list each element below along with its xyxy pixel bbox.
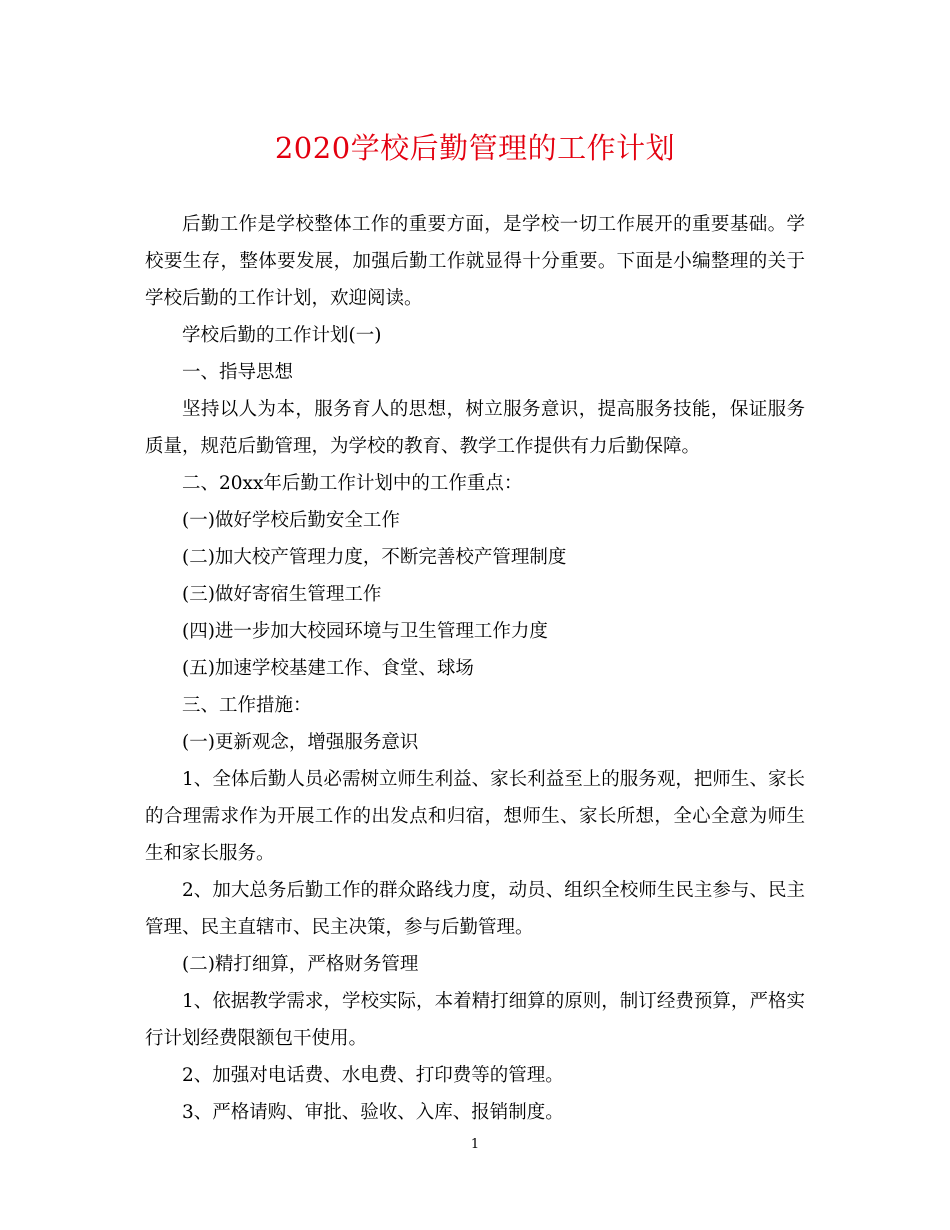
list-item-focus-2: (二)加大校产管理力度，不断完善校产管理制度	[182, 547, 567, 568]
document-title: 2020学校后勤管理的工作计划	[274, 131, 676, 165]
list-item-focus-5: (五)加速学校基建工作、食堂、球场	[182, 658, 474, 679]
document-body	[145, 206, 805, 1131]
subsection-heading-service: (一)更新观念，增强服务意识	[182, 732, 419, 753]
paragraph-finance-1: 1、依据教学需求，学校实际，本着精打细算的原则，制订经费预算，严格实行计划经费限额包干使用。	[145, 991, 805, 1049]
paragraph-plan-heading: 学校后勤的工作计划(一)	[182, 325, 382, 346]
list-item-focus-1: (一)做好学校后勤安全工作	[182, 510, 400, 531]
list-item-focus-4: (四)进一步加大校园环境与卫生管理工作力度	[182, 621, 548, 642]
paragraph-service-2: 2、加大总务后勤工作的群众路线力度，动员、组织全校师生民主参与、民主管理、民主直辖市、民主决策，参与后勤管理。	[145, 880, 805, 938]
subsection-heading-finance: (二)精打细算，严格财务管理	[182, 954, 419, 975]
list-item-focus-3: (三)做好寄宿生管理工作	[182, 584, 382, 605]
page-number: 1	[470, 1137, 480, 1152]
section-heading-guiding-idea: 一、指导思想	[182, 362, 294, 383]
section-heading-focus: 二、20xx年后勤工作计划中的工作重点：	[182, 473, 523, 494]
paragraph-intro: 后勤工作是学校整体工作的重要方面，是学校一切工作展开的重要基础。学校要生存，整体要发展，加强后勤工作就显得十分重要。下面是小编整理的关于学校后勤的工作计划，欢迎阅读。	[145, 214, 805, 309]
paragraph-finance-3: 3、严格请购、审批、验收、入库、报销制度。	[182, 1102, 564, 1123]
section-heading-measures: 三、工作措施：	[182, 695, 312, 716]
paragraph-service-1: 1、全体后勤人员必需树立师生利益、家长利益至上的服务观，把师生、家长的合理需求作为开展工作的出发点和归宿，想师生、家长所想，全心全意为师生生和家长服务。	[145, 769, 805, 864]
paragraph-finance-2: 2、加强对电话费、水电费、打印费等的管理。	[182, 1065, 564, 1086]
paragraph-guiding-idea: 坚持以人为本，服务育人的思想，树立服务意识，提高服务技能，保证服务质量，规范后勤管理，为学校的教育、教学工作提供有力后勤保障。	[145, 399, 805, 457]
